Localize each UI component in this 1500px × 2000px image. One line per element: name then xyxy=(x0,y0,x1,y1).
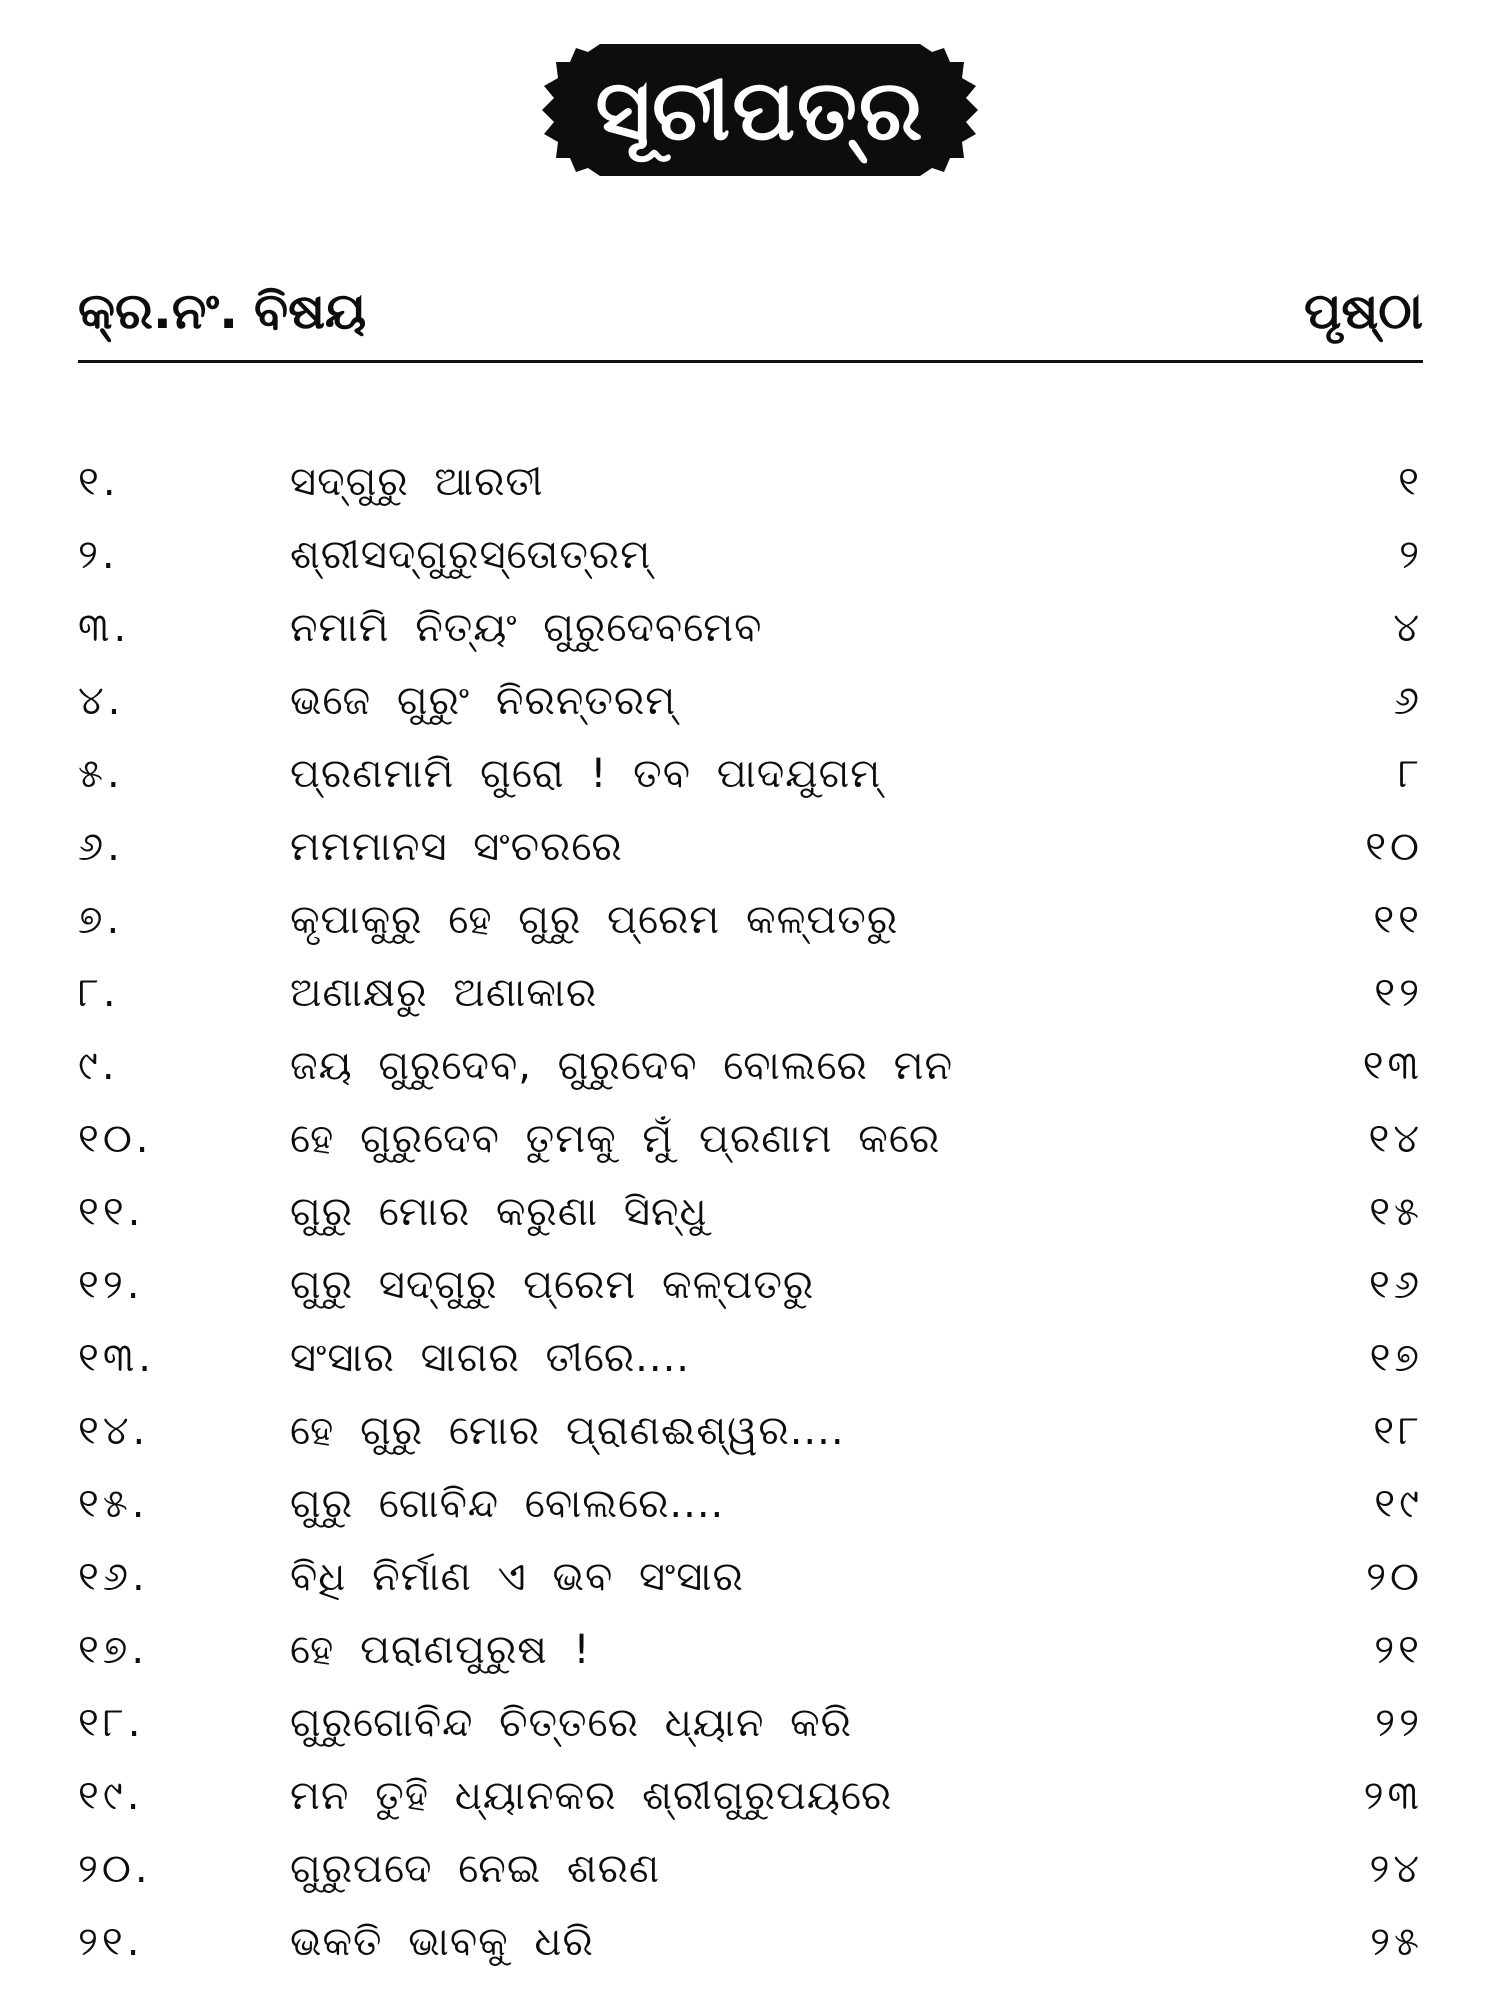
entry-title: ଭକତି ଭାବକୁ ଧରି xyxy=(290,1919,594,1965)
entry-number: ୭. xyxy=(78,897,124,943)
toc-entry xyxy=(78,1103,1423,1176)
entry-title: ଗୁରୁ ସଦ୍‌ଗୁରୁ ପ୍ରେମ କଳ୍ପତରୁ xyxy=(290,1262,815,1308)
entry-title: ମନ ତୁହି ଧ୍ୟାନକର ଶ୍ରୀଗୁରୁପୟରେ xyxy=(290,1773,893,1819)
toc-entry xyxy=(78,665,1423,738)
toc-entry xyxy=(78,592,1423,665)
entry-title: ସଦ୍‌ଗୁରୁ ଆରତୀ xyxy=(290,459,544,505)
entry-number: ୧୬. xyxy=(78,1554,149,1600)
toc-entry xyxy=(78,1176,1423,1249)
entry-number: ୧୯. xyxy=(78,1773,144,1819)
title-badge xyxy=(540,36,980,184)
toc-entry xyxy=(78,1906,1423,1979)
entry-title: ଗୁରୁପଦେ ନେଇ ଶରଣ xyxy=(290,1846,661,1892)
entry-number: ୧୫. xyxy=(78,1481,149,1527)
entry-page-number: ୪ xyxy=(1393,605,1423,651)
entry-title: ନମାମି ନିତ୍ୟଂ ଗୁରୁଦେବମେବ xyxy=(290,605,763,651)
entry-page-number: ୧୭ xyxy=(1369,1335,1423,1381)
entry-number: ୯. xyxy=(78,1043,119,1089)
entry-title: ଜୟ ଗୁରୁଦେବ, ଗୁରୁଦେବ ବୋଲରେ ମନ xyxy=(290,1043,954,1089)
entry-number: ୬. xyxy=(78,824,124,870)
toc-entry xyxy=(78,1760,1423,1833)
entry-number: ୧. xyxy=(78,459,120,505)
header-subject-label: ବିଷୟ xyxy=(254,282,367,340)
toc-entry xyxy=(78,1395,1423,1468)
entry-number: ୨୦. xyxy=(78,1846,152,1892)
entry-title: କୃପାକୁରୁ ହେ ଗୁରୁ ପ୍ରେମ କଳ୍ପତରୁ xyxy=(290,897,899,943)
entry-title: ଅଣାକ୍ଷରୁ ଅଣାକାର xyxy=(290,970,598,1016)
entry-number: ୧୦. xyxy=(78,1116,153,1162)
entry-title: ଗୁରୁ ଗୋବିନ୍ଦ ବୋଲରେ.... xyxy=(290,1481,725,1527)
toc-entry xyxy=(78,811,1423,884)
entry-page-number: ୧୬ xyxy=(1369,1262,1423,1308)
entry-page-number: ୨୫ xyxy=(1370,1919,1423,1965)
entry-page-number: ୨୧ xyxy=(1374,1627,1423,1673)
toc-entry xyxy=(78,519,1423,592)
entry-title: ସଂସାର ସାଗର ତୀରେ.... xyxy=(290,1335,691,1381)
page-title: ସୂଚୀପତ୍ର xyxy=(595,60,925,159)
entry-title: ହେ ଗୁରୁ ମୋର ପ୍ରାଣଈଶ୍ୱର.... xyxy=(290,1408,845,1454)
toc-entry xyxy=(78,446,1423,519)
toc-list xyxy=(78,446,1423,1979)
entry-page-number: ୧୦ xyxy=(1365,824,1423,870)
entry-number: ୧୮. xyxy=(78,1700,145,1746)
toc-entry xyxy=(78,1541,1423,1614)
header-serial-label: କ୍ର.ନଂ. xyxy=(78,282,239,340)
entry-title: ଗୁରୁଗୋବିନ୍ଦ ଚିତ୍ତରେ ଧ୍ୟାନ କରି xyxy=(290,1700,852,1746)
toc-entry xyxy=(78,738,1423,811)
entry-page-number: ୨୩ xyxy=(1363,1773,1423,1819)
entry-number: ୨୧. xyxy=(78,1919,144,1965)
entry-page-number: ୧ xyxy=(1398,459,1423,505)
entry-title: ହେ ପରାଣପୁରୁଷ ! xyxy=(290,1627,591,1673)
header-page-label: ପୃଷ୍ଠା xyxy=(1303,282,1423,340)
entry-number: ୪. xyxy=(78,678,125,724)
entry-page-number: ୬ xyxy=(1393,678,1423,724)
entry-page-number: ୧୪ xyxy=(1368,1116,1423,1162)
entry-page-number: ୧୫ xyxy=(1369,1189,1423,1235)
entry-page-number: ୧୮ xyxy=(1373,1408,1423,1454)
toc-entry xyxy=(78,1614,1423,1687)
entry-page-number: ୨୪ xyxy=(1369,1846,1423,1892)
toc-header xyxy=(78,282,1423,352)
entry-title: ଭଜେ ଗୁରୁଂ ନିରନ୍ତରମ୍ xyxy=(290,678,677,724)
entry-page-number: ୧୩ xyxy=(1362,1043,1423,1089)
toc-entry xyxy=(78,1468,1423,1541)
entry-page-number: ୧୯ xyxy=(1374,1481,1423,1527)
entry-number: ୧୩. xyxy=(78,1335,155,1381)
entry-page-number: ୨୨ xyxy=(1375,1700,1423,1746)
toc-entry xyxy=(78,957,1423,1030)
toc-entry xyxy=(78,1322,1423,1395)
entry-number: ୫. xyxy=(78,751,124,797)
entry-number: ୮. xyxy=(78,970,120,1016)
toc-entry xyxy=(78,1687,1423,1760)
entry-title: ପ୍ରଣମାମି ଗୁରୋ ! ତବ ପାଦଯୁଗମ୍ xyxy=(290,751,882,797)
entry-number: ୧୪. xyxy=(78,1408,150,1454)
toc-entry xyxy=(78,1833,1423,1906)
header-divider xyxy=(78,360,1423,363)
entry-title: ଗୁରୁ ମୋର କରୁଣା ସିନ୍ଧୁ xyxy=(290,1189,708,1235)
entry-title: ହେ ଗୁରୁଦେବ ତୁମକୁ ମୁଁ ପ୍ରଣାମ କରେ xyxy=(290,1116,941,1162)
entry-page-number: ୨୦ xyxy=(1366,1554,1423,1600)
entry-number: ୧୧. xyxy=(78,1189,145,1235)
entry-page-number: ୨ xyxy=(1399,532,1423,578)
toc-entry xyxy=(78,884,1423,957)
entry-page-number: ୧୨ xyxy=(1374,970,1423,1016)
entry-title: ଶ୍ରୀସଦ୍‌ଗୁରୁସ୍ତୋତ୍ରମ୍ xyxy=(290,532,652,578)
toc-entry xyxy=(78,1249,1423,1322)
entry-page-number: ୮ xyxy=(1398,751,1423,797)
entry-number: ୧୨. xyxy=(78,1262,144,1308)
entry-number: ୧୭. xyxy=(78,1627,149,1673)
entry-title: ବିଧି ନିର୍ମାଣ ଏ ଭବ ସଂସାର xyxy=(290,1554,744,1600)
entry-page-number: ୧୧ xyxy=(1373,897,1423,943)
entry-number: ୨. xyxy=(78,532,119,578)
toc-entry xyxy=(78,1030,1423,1103)
entry-number: ୩. xyxy=(78,605,131,651)
entry-title: ମମମାନସ ସଂଚରରେ xyxy=(290,824,623,870)
